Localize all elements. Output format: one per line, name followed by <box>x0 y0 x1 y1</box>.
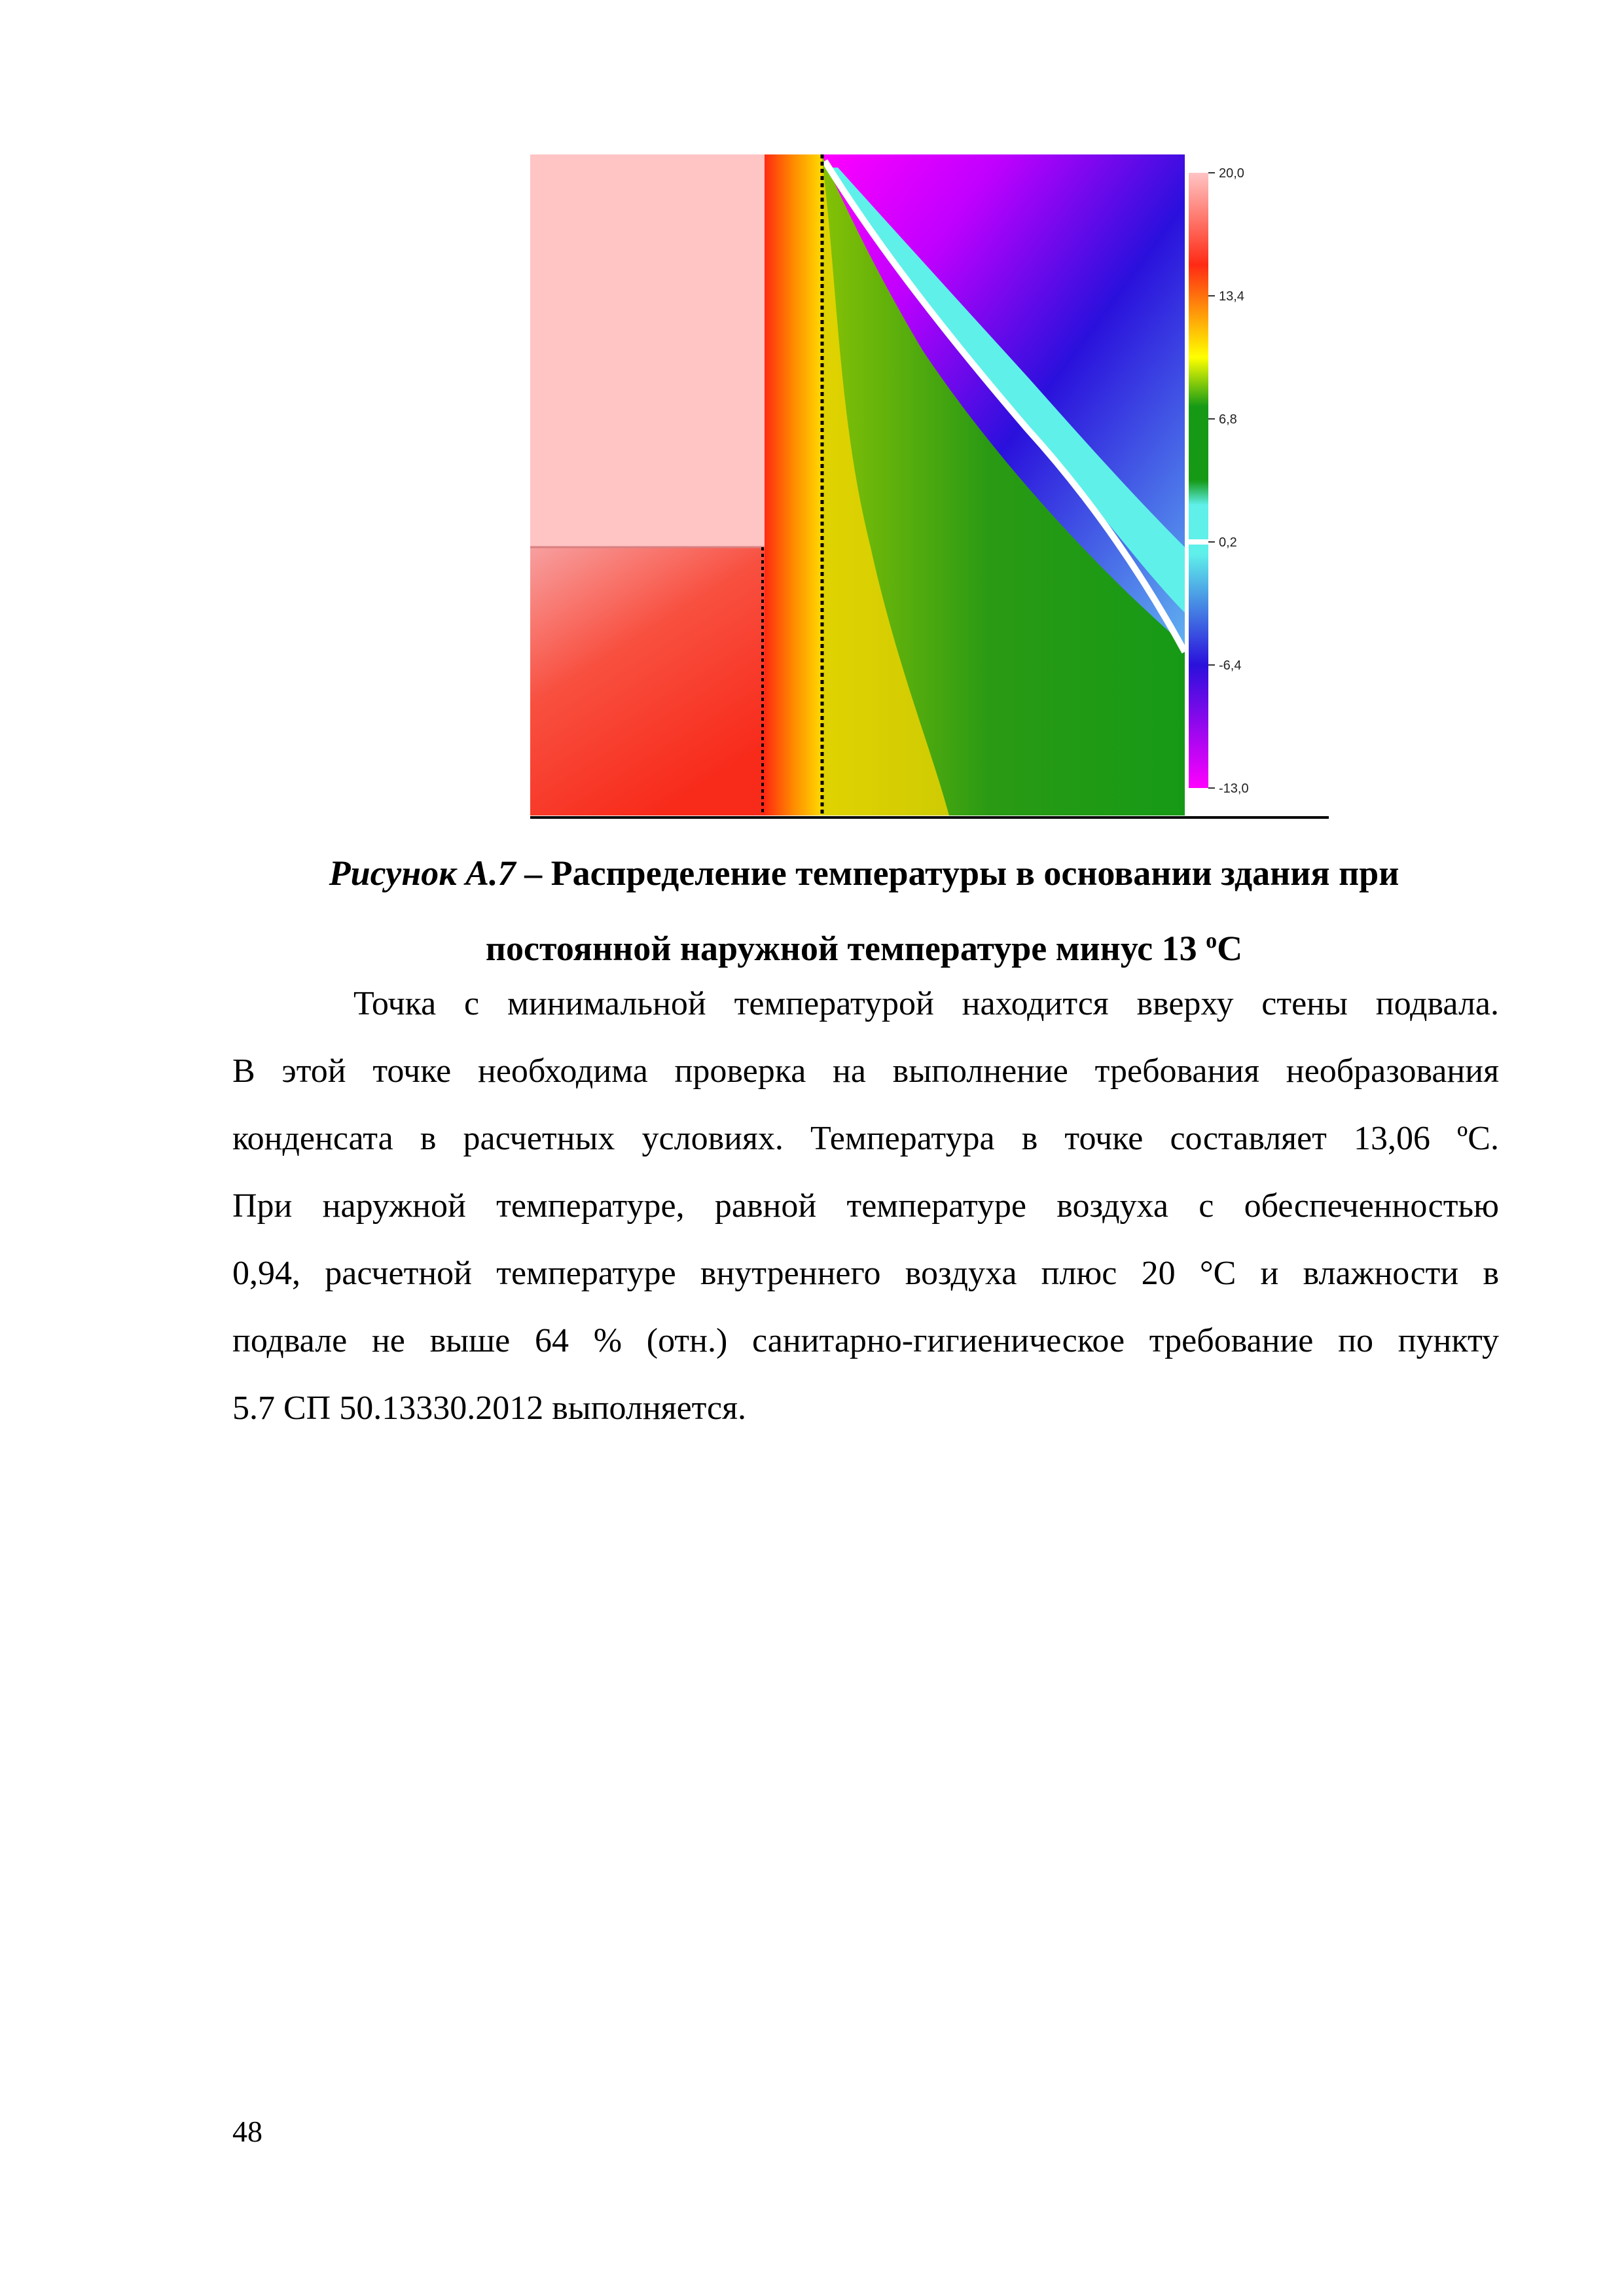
caption-dash: – <box>515 853 551 893</box>
paragraph-line: В этой точке необходима проверка на выполнение требования необразования <box>232 1052 1499 1090</box>
paragraph-line: 0,94, расчетной температуре внутреннего воздуха плюс 20 °С и влажности в <box>232 1255 1499 1292</box>
figure-label: Рисунок А.7 <box>329 853 516 893</box>
temperature-distribution-figure <box>530 154 1335 825</box>
legend-tick-label: 6,8 <box>1219 412 1237 427</box>
basement-lower <box>530 547 765 816</box>
legend-tick-label: 20,0 <box>1219 166 1244 181</box>
legend-zero-gap <box>1189 539 1208 545</box>
legend-tick-label: -13,0 <box>1219 781 1249 796</box>
paragraph-line: конденсата в расчетных условиях. Температура в точке составляет 13,06 ºС. <box>232 1120 1499 1157</box>
degree-sign: o <box>1206 929 1218 953</box>
legend-tick-label: -6,4 <box>1219 658 1242 673</box>
caption-text-1: Распределение температуры в основании здания при <box>550 853 1399 893</box>
figure-caption <box>236 840 1492 982</box>
paragraph-line: Точка с минимальной температурой находится вверху стены подвала. <box>353 985 1499 1022</box>
paragraph-line: подвале не выше 64 % (отн.) санитарно-гигиеническое требование по пункту <box>232 1322 1499 1359</box>
color-legend <box>1189 166 1249 796</box>
caption-text-2: постоянной наружной температуре минус 13 <box>485 929 1206 968</box>
basement-wall <box>765 154 821 816</box>
legend-colorbar <box>1189 173 1208 788</box>
caption-line-1 <box>236 840 1492 907</box>
unit: С <box>1217 929 1243 968</box>
paragraph-line: При наружной температуре, равной температуре воздуха с обеспеченностью <box>232 1187 1499 1225</box>
page-number: 48 <box>232 2115 262 2148</box>
legend-tick-label: 13,4 <box>1219 289 1244 304</box>
body-paragraph <box>232 970 1499 1442</box>
legend-tick-label: 0,2 <box>1219 535 1237 550</box>
basement-air-upper <box>530 154 765 547</box>
paragraph-line: 5.7 СП 50.13330.2012 выполняется. <box>232 1390 747 1427</box>
